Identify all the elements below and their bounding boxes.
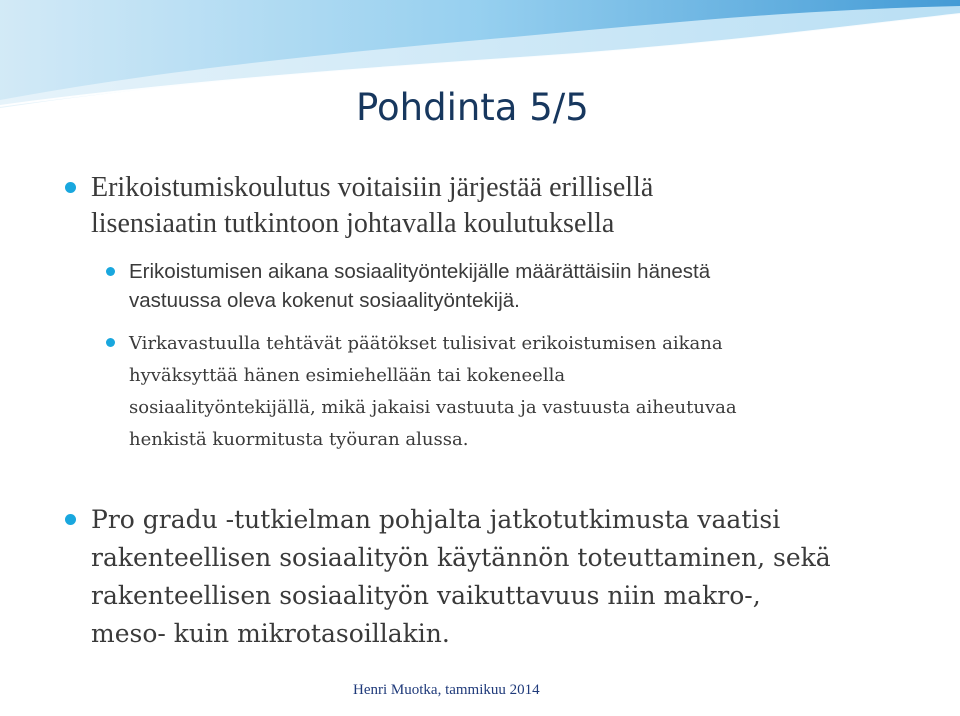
bullet-line: sosiaalityöntekijällä, mikä jakaisi vastuuta ja vastuusta aiheutuvaa xyxy=(129,397,737,418)
bullet-line: hyväksyttää hänen esimiehellään tai kokeneella xyxy=(129,365,566,386)
slide-title: Pohdinta 5/5 xyxy=(356,86,589,129)
bullet-dot-icon xyxy=(106,338,115,347)
bullet-line: rakenteellisen sosiaalityön vaikuttavuus niin makro-, xyxy=(91,581,761,610)
bullet-line: Erikoistumiskoulutus voitaisiin järjestää erillisellä xyxy=(91,172,654,203)
bullet-dot-icon xyxy=(65,514,76,525)
bullet-line: lisensiaatin tutkintoon johtavalla koulutuksella xyxy=(91,208,615,239)
bullet-level2-1 xyxy=(129,257,710,315)
bullet-line: rakenteellisen sosiaalityön käytännön toteuttaminen, sekä xyxy=(91,543,831,572)
bullet-line: Pro gradu -tutkielman pohjalta jatkotutkimusta vaatisi xyxy=(91,505,781,534)
bullet-line: Erikoistumisen aikana sosiaalityöntekijälle määrättäisiin hänestä xyxy=(129,260,711,283)
bullet-dot-icon xyxy=(106,267,115,276)
bullet-dot-icon xyxy=(65,182,76,193)
bullet-level1-1 xyxy=(91,170,653,242)
bullet-line: Virkavastuulla tehtävät päätökset tulisivat erikoistumisen aikana xyxy=(129,333,723,354)
bullet-level2-2 xyxy=(129,328,737,456)
bullet-line: meso- kuin mikrotasoillakin. xyxy=(91,619,450,648)
bullet-line: henkistä kuormitusta työuran alussa. xyxy=(129,429,469,450)
slide-footer: Henri Muotka, tammikuu 2014 xyxy=(353,682,540,698)
bullet-level1-2 xyxy=(91,501,831,653)
bullet-line: vastuussa oleva kokenut sosiaalityöntekijä. xyxy=(129,289,520,312)
